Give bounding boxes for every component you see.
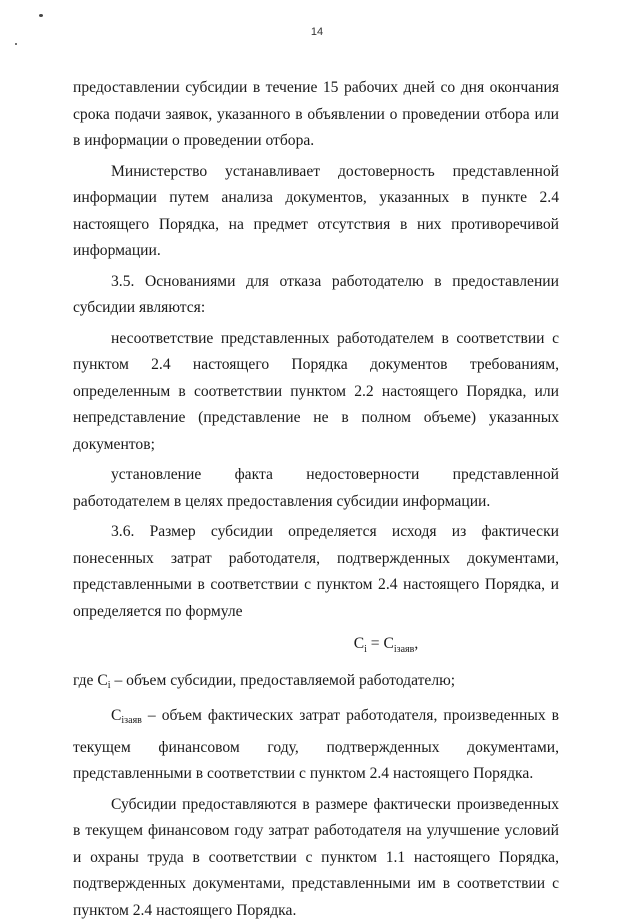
definition-prefix: где — [73, 671, 98, 689]
paragraph-noncompliance: несоответствие представленных работодателем в соответствии с пунктом 2.4 настоящего Порядка документов требованиям, определенным в соответствии пунктом 2.2 настоящего Порядка, или непредставление (представление не в полном объеме) указанных документов; — [73, 329, 559, 453]
definition-symbol: C — [97, 671, 108, 689]
definition-text: – объем субсидии, предоставляемой работодателю; — [110, 671, 456, 689]
formula-rhs-sub: iзаяв — [393, 644, 415, 656]
paragraph-false-information: установление факта недостоверности представленной работодателем в целях предоставления субсидии информации. — [73, 466, 559, 510]
formula-lhs-sub: i — [364, 644, 367, 656]
formula-tail: , — [414, 635, 419, 652]
definition-ci — [73, 668, 559, 700]
formula-lhs: C — [353, 635, 365, 652]
paragraph-continuation: предоставлении субсидии в течение 15 рабочих дней со дня окончания срока подачи заявок, указанного в объявлении о проведении отбора или в информации о проведении отбора. — [73, 79, 559, 149]
definition-ciзаяв — [73, 703, 559, 788]
document-body — [73, 75, 559, 924]
definition-symbol-sub: i — [107, 679, 111, 691]
paragraph-3-6-subsidy-size: 3.6. Размер субсидии определяется исходя из фактически понесенных затрат работодателя, подтвержденных документами, представленными в соответствии с пунктом 2.4 настоящего Порядка, и определяется по формуле — [73, 523, 559, 620]
formula-eq: = C — [366, 635, 394, 652]
scan-speck — [39, 14, 43, 17]
paragraph-3-5-refusal-grounds: 3.5. Основаниями для отказа работодателю в предоставлении субсидии являются: — [73, 272, 559, 316]
definition-symbol-sub: iзаяв — [121, 715, 142, 727]
definition-symbol: C — [111, 707, 122, 725]
paragraph-subsidy-provision: Субсидии предоставляются в размере фактически произведенных в текущем финансовом году затрат работодателя на улучшение условий и охраны труда в соответствии с пунктом 1.1 настоящего Порядка, подтвержденных документами, представленными им в соответствии с пунктом 2.4 настоящего Порядка. — [73, 795, 559, 919]
page-number: 14 — [310, 26, 324, 38]
paragraph-ministry-verification: Министерство устанавливает достоверность представленной информации путем анализа документов, указанных в пункте 2.4 настоящего Порядка, на предмет отсутствия в них противоречивой информации. — [73, 162, 559, 259]
scan-speck — [15, 43, 17, 45]
definition-text: – объем фактических затрат работодателя, произведенных в текущем финансовом году, подтвержденных документами, представленными в соответствии с пунктом 2.4 настоящего Порядка. — [73, 707, 559, 783]
subsidy-formula — [73, 631, 559, 664]
